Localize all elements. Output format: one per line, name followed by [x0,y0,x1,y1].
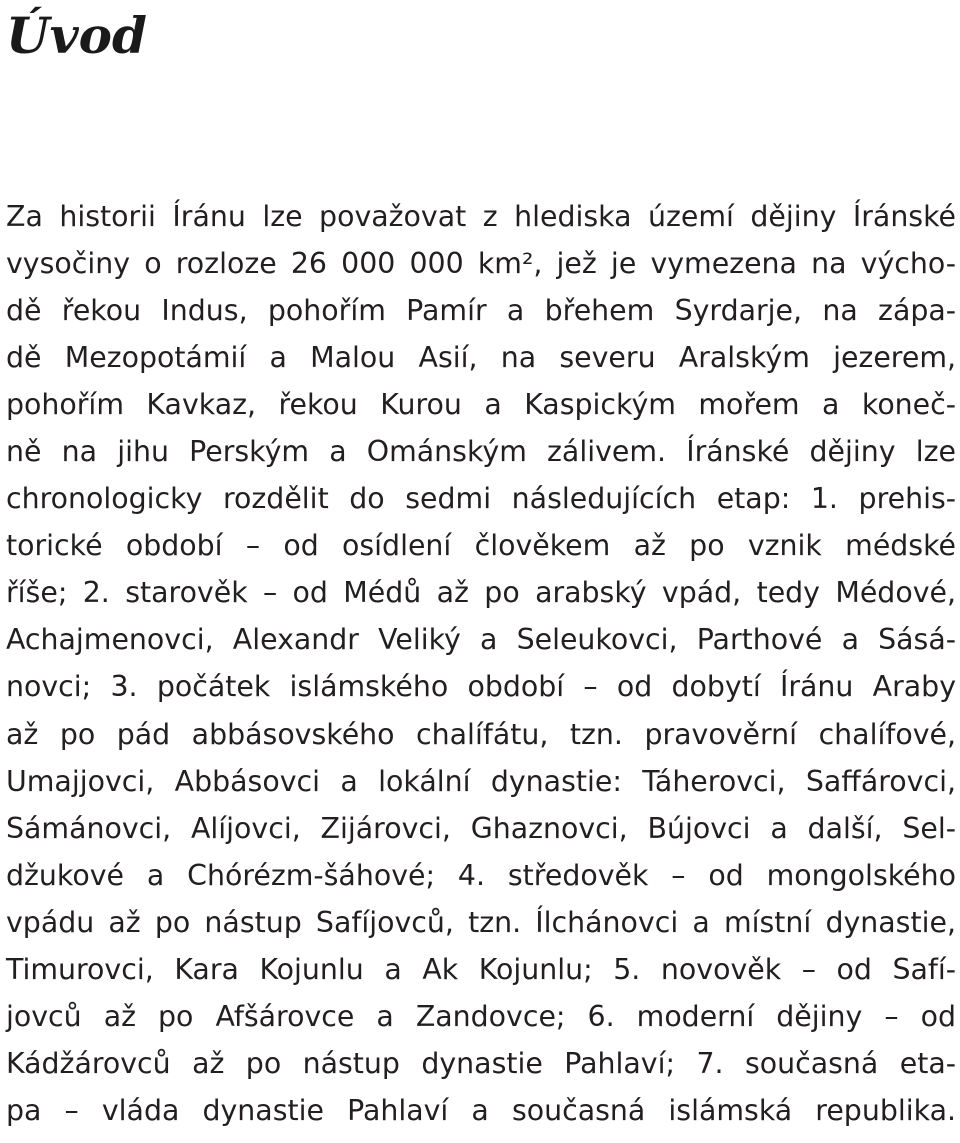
paragraph-line: Kádžárovců až po nástup dynastie Pahlaví; 7. současná eta- [6,1046,956,1080]
paragraph-line: Za historii Íránu lze považovat z hlediska území dějiny Íránské [6,200,956,233]
paragraph-line: torické období – od osídlení člověkem až po vznik médské [6,529,956,563]
paragraph-line: vysočiny o rozloze 26 000 000 km², jež je vymezena na výcho- [6,247,956,281]
paragraph-line: džukové a Chórézm-šáhové; 4. středověk – od mongolského [6,858,956,892]
paragraph-line: až po pád abbásovského chalífátu, tzn. pravověrní chalífové, [6,717,956,751]
paragraph-line: Sámánovci, Alíjovci, Zijárovci, Ghaznovci, Bújovci a další, Sel- [6,811,956,845]
paragraph-line: Achajmenovci, Alexandr Veliký a Seleukovci, Parthové a Sásá- [6,623,956,657]
paragraph-line: dě Mezopotámií a Malou Asií, na severu Aralským jezerem, [6,341,956,375]
paragraph-line: ně na jihu Perským a Ománským zálivem. Íránské dějiny lze [6,435,956,469]
paragraph-line: novci; 3. počátek islámského období – od dobytí Íránu Araby [6,670,956,704]
paragraph-line: dě řekou Indus, pohořím Pamír a břehem Syrdarje, na zápa- [6,294,956,328]
paragraph-line: vpádu až po nástup Safíjovců, tzn. Ílchánovci a místní dynastie, [6,905,956,939]
paragraph-line: pohořím Kavkaz, řekou Kurou a Kaspickým mořem a koneč- [6,388,956,422]
paragraph-line: Umajjovci, Abbásovci a lokální dynastie: Táherovci, Saffárovci, [6,764,956,798]
paragraph-line: chronologicky rozdělit do sedmi následujících etap: 1. prehis- [6,482,956,516]
paragraph-line: říše; 2. starověk – od Médů až po arabský vpád, tedy Médové, [6,576,956,610]
intro-paragraph [6,193,956,1134]
paragraph-line: Timurovci, Kara Kojunlu a Ak Kojunlu; 5. novověk – od Safí- [6,952,956,986]
paragraph-line: jovců až po Afšárovce a Zandovce; 6. moderní dějiny – od [6,999,956,1033]
page-title: Úvod [6,6,147,65]
paragraph-line: pa – vláda dynastie Pahlaví a současná islámská republika. [6,1093,956,1127]
